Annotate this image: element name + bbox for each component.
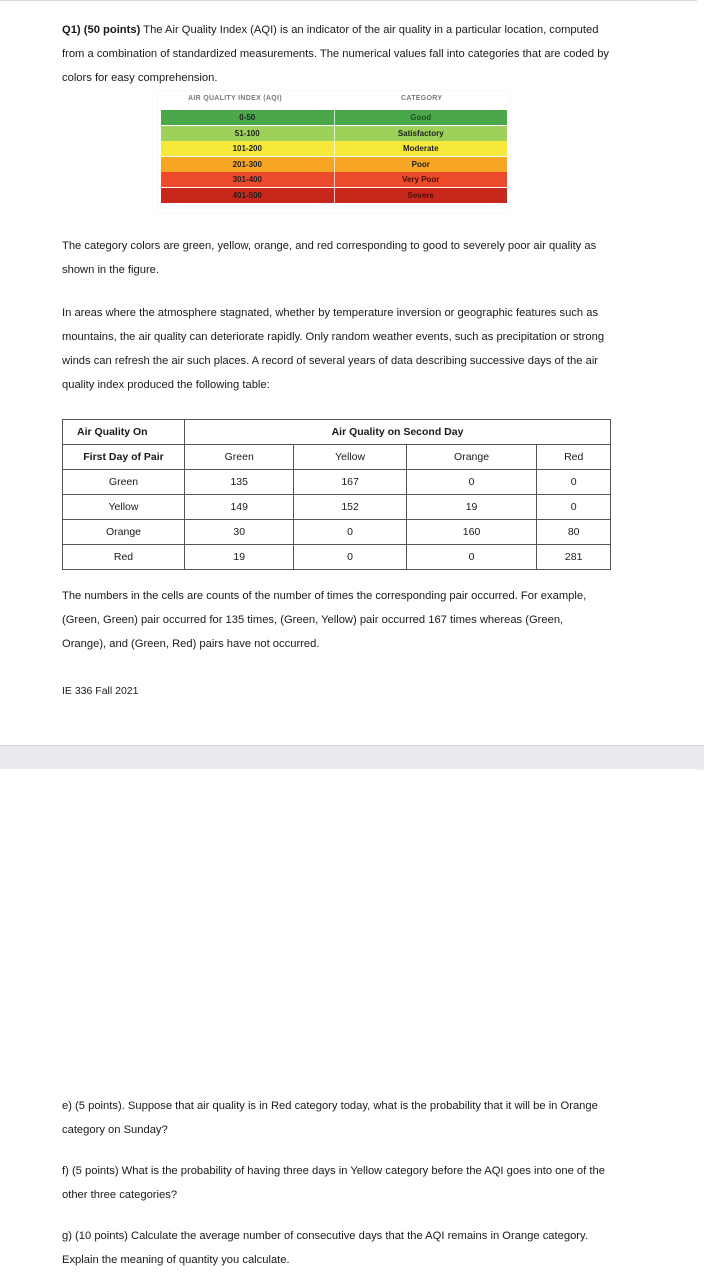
col-header-yellow: Yellow bbox=[294, 445, 406, 470]
col-header-orange: Orange bbox=[406, 445, 537, 470]
table-cell: 167 bbox=[294, 470, 406, 495]
aqi-category: Severe bbox=[407, 190, 434, 200]
para-colors: The category colors are green, yellow, orange, and red corresponding to good to severely poor air quality as shown in the figure. bbox=[62, 240, 597, 276]
row-label: Green bbox=[63, 470, 185, 495]
page-separator bbox=[0, 745, 704, 770]
question-f: f) (5 points) What is the probability of having three days in Yellow category before the AQI goes into one of the other three categories? bbox=[62, 1165, 605, 1201]
table-cell: 149 bbox=[185, 495, 294, 520]
q1-label: Q1) (50 points) bbox=[62, 24, 141, 36]
table-cell: 281 bbox=[537, 545, 611, 570]
row-label: Red bbox=[63, 545, 185, 570]
aqi-row bbox=[161, 172, 507, 187]
page-footer: IE 336 Fall 2021 bbox=[62, 685, 139, 697]
aqi-range: 201-300 bbox=[161, 157, 335, 172]
para-counts: The numbers in the cells are counts of the number of times the corresponding pair occurred. For example, (Green, Green) pair occurred for 135 times, (Green, Yellow) pair occurred 167 times whereas (Green, Orange), and (Green, Red) pairs have not occurred. bbox=[62, 590, 587, 650]
table-cell: 0 bbox=[294, 545, 406, 570]
aqi-range: 401-500 bbox=[161, 188, 335, 203]
table-cell: 160 bbox=[406, 520, 537, 545]
col-header-red: Red bbox=[537, 445, 611, 470]
aqi-range: 51-100 bbox=[161, 126, 335, 141]
aqi-category: Good bbox=[410, 113, 432, 122]
aqi-row bbox=[161, 141, 507, 156]
table-cell: 0 bbox=[294, 520, 406, 545]
col-header-green: Green bbox=[185, 445, 294, 470]
aqi-category: Very Poor bbox=[402, 175, 440, 184]
q1-intro-text: The Air Quality Index (AQI) is an indicator of the air quality in a particular location, computed from a combination of standardized measurements. The numerical values fall into categories that are coded by colors for easy comprehension. bbox=[62, 24, 610, 84]
table-cell: 0 bbox=[406, 470, 537, 495]
question-g: g) (10 points) Calculate the average number of consecutive days that the AQI remains in Orange category. Explain the meaning of quantity you calculate. bbox=[62, 1230, 588, 1266]
aqi-range: 0-50 bbox=[161, 110, 335, 125]
table-cell: 0 bbox=[537, 470, 611, 495]
aqi-range: 301-400 bbox=[161, 172, 335, 187]
q1-intro bbox=[62, 18, 622, 90]
aqi-category-header: CATEGORY bbox=[401, 95, 443, 102]
aqi-range: 101-200 bbox=[161, 141, 335, 156]
table-cell: 19 bbox=[406, 495, 537, 520]
table-cell: 0 bbox=[406, 545, 537, 570]
table-row bbox=[63, 520, 611, 545]
aqi-figure bbox=[158, 91, 510, 213]
aqi-index-header: AIR QUALITY INDEX (AQI) bbox=[188, 95, 282, 102]
table-cell: 135 bbox=[185, 470, 294, 495]
table-row bbox=[63, 470, 611, 495]
aqi-category: Moderate bbox=[402, 144, 439, 153]
row-label: Orange bbox=[63, 520, 185, 545]
row-header-line2: First Day of Pair bbox=[63, 445, 185, 470]
question-e: e) (5 points). Suppose that air quality is in Red category today, what is the probability that it will be in Orange category on Sunday? bbox=[62, 1100, 598, 1136]
row-header-line1: Air Quality On bbox=[63, 420, 185, 445]
aqi-row bbox=[161, 188, 507, 203]
table-cell: 152 bbox=[294, 495, 406, 520]
aqi-row bbox=[161, 157, 507, 172]
page-2 bbox=[0, 769, 697, 1280]
table-row bbox=[63, 495, 611, 520]
aqi-category: Satisfactory bbox=[397, 128, 444, 138]
col-group-header: Air Quality on Second Day bbox=[185, 420, 611, 445]
table-cell: 80 bbox=[537, 520, 611, 545]
aqi-category: Poor bbox=[411, 159, 430, 169]
table-row bbox=[63, 545, 611, 570]
row-label: Yellow bbox=[63, 495, 185, 520]
table-cell: 19 bbox=[185, 545, 294, 570]
transition-count-table bbox=[62, 419, 611, 570]
para-stagnant: In areas where the atmosphere stagnated, whether by temperature inversion or geographic features such as mountains, the air quality can deteriorate rapidly. Only random weather events, such as precipitation or strong winds can refresh the air such places. A record of several years of data describing successive days of the air quality index produced the following table: bbox=[62, 307, 605, 391]
table-cell: 30 bbox=[185, 520, 294, 545]
aqi-row bbox=[161, 126, 507, 141]
aqi-row bbox=[161, 110, 507, 125]
table-cell: 0 bbox=[537, 495, 611, 520]
